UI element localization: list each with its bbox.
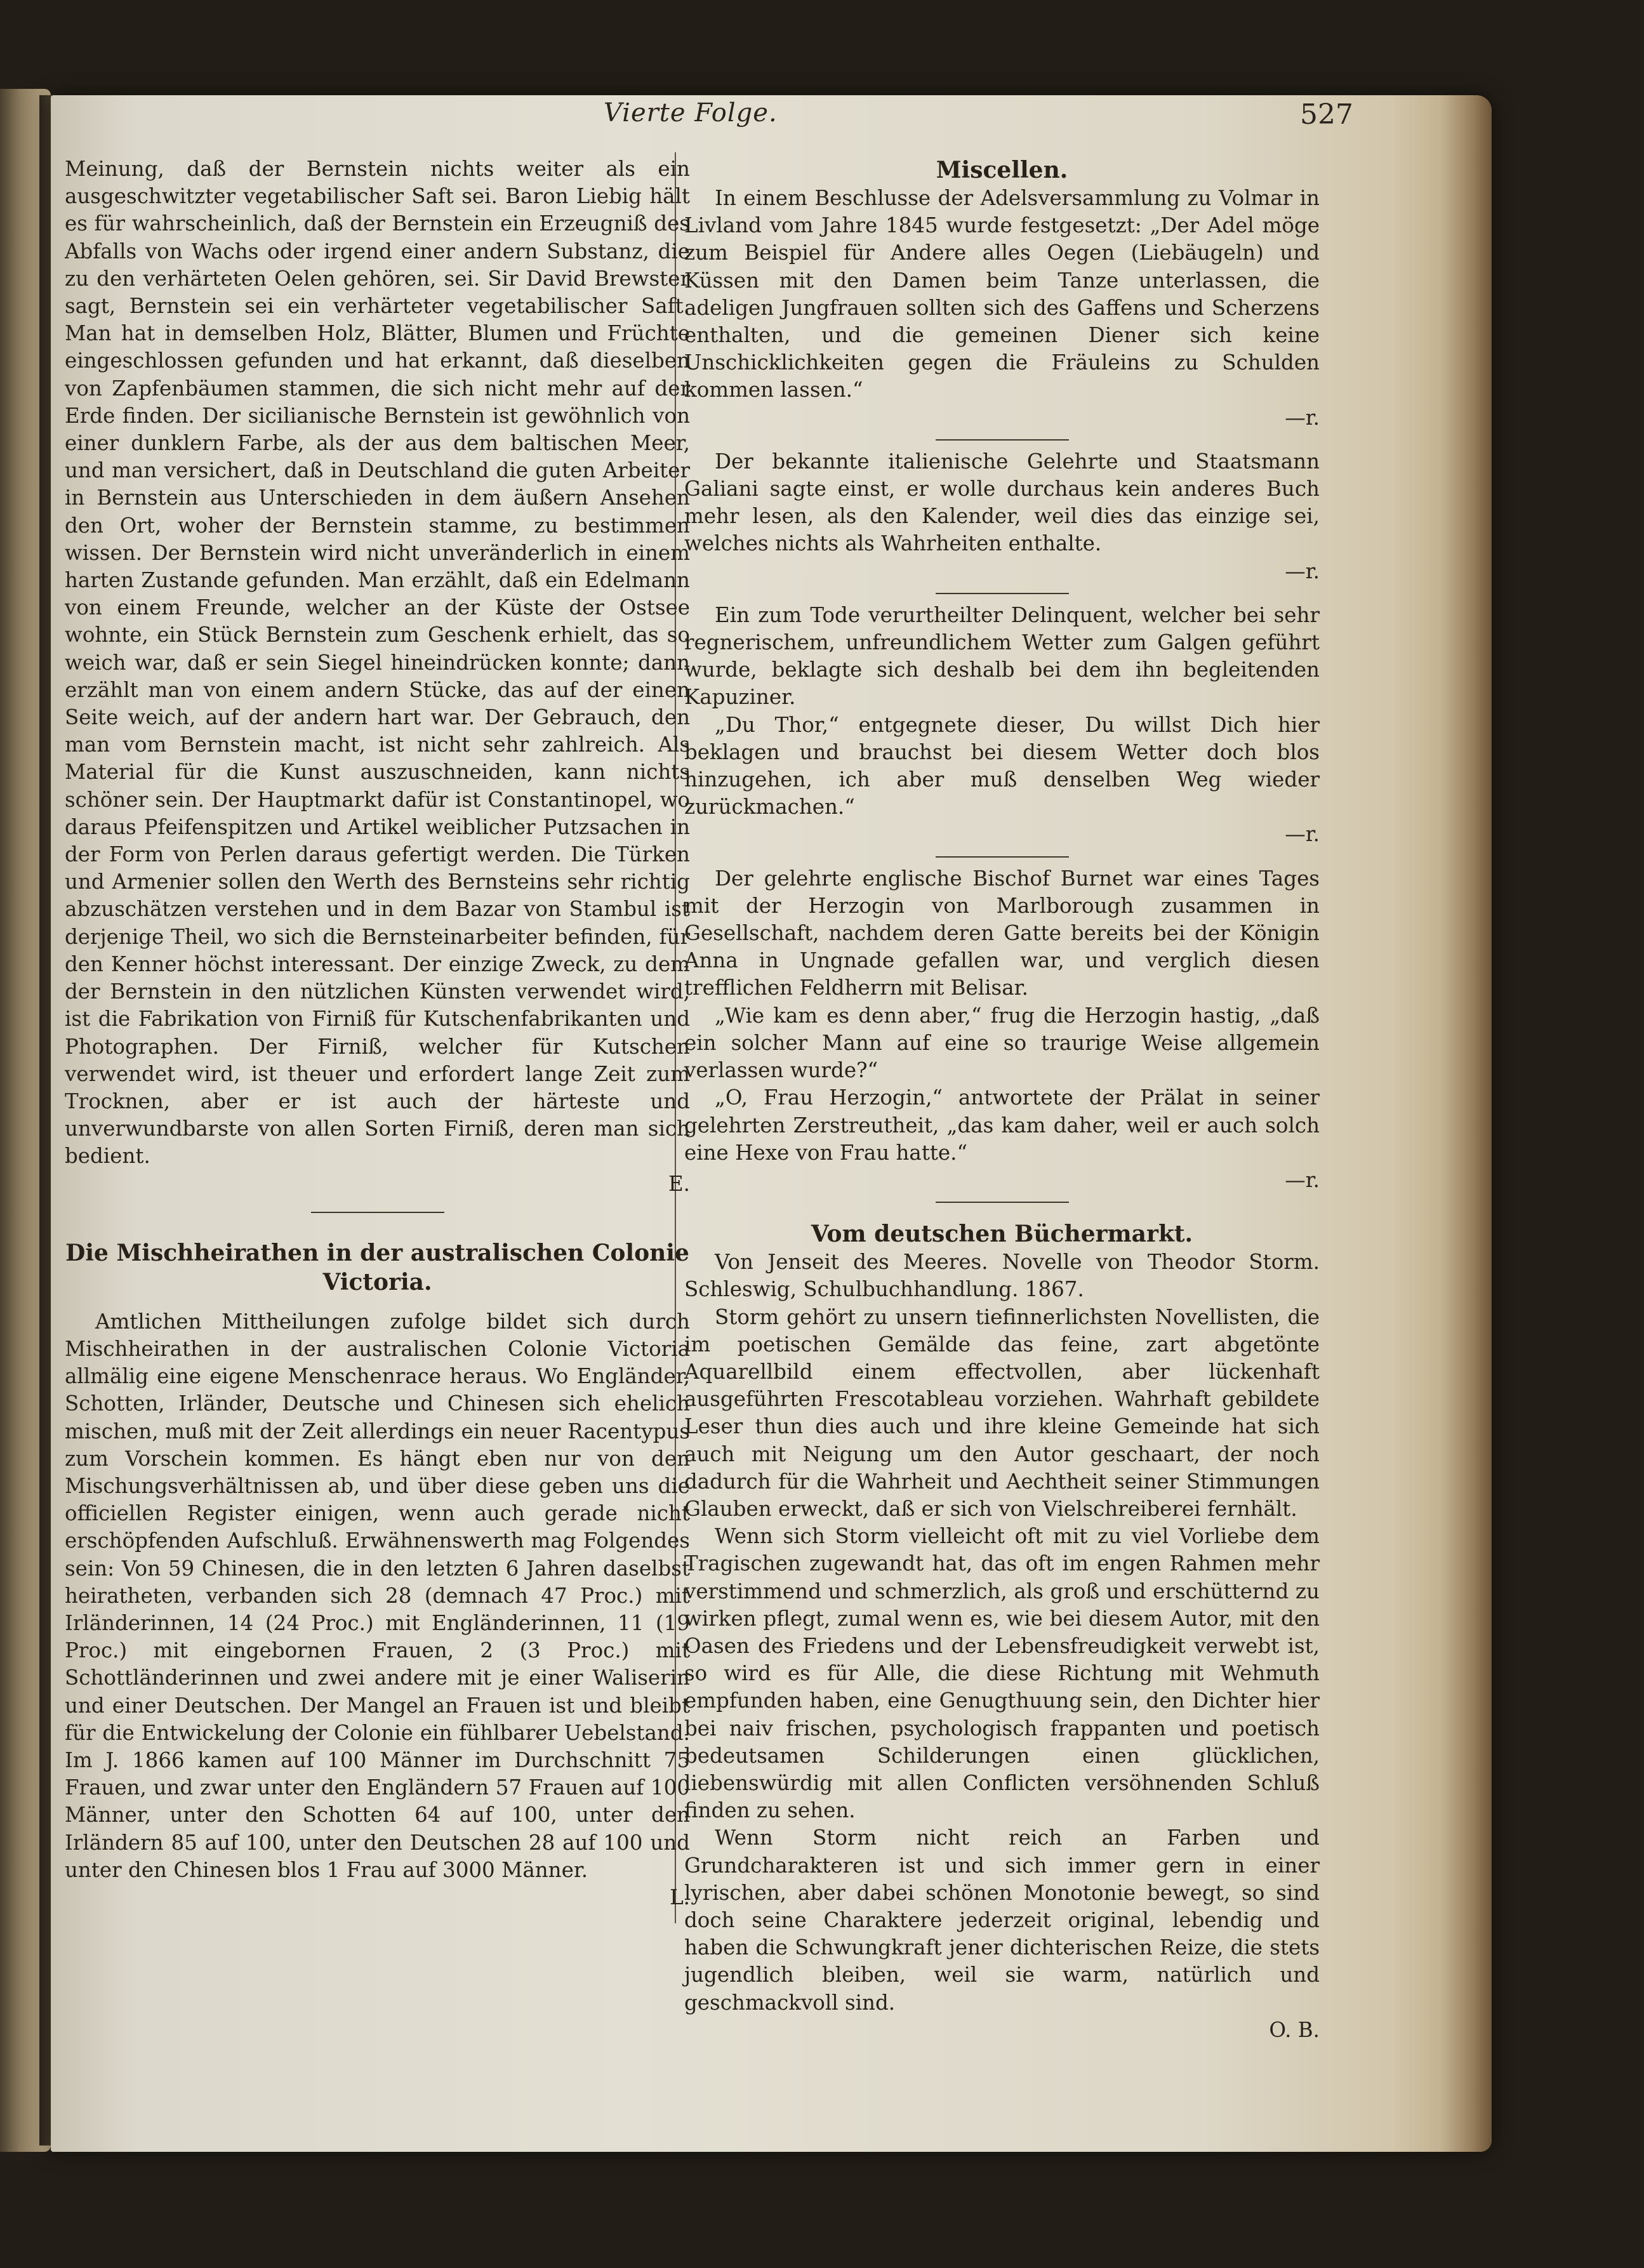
miscellen-item-2-signature: —r. <box>1285 559 1320 583</box>
miscellen-item-4-text: Der gelehrte englische Bischof Burnet war eines Tages mit der Herzogin von Marlborough zusammen in Gesellschaft, nachdem deren Gatte bereits bei der Königin Anna in Ungnade gefallen war, und verglich diesen trefflichen Feldherrn mit Belisar. <box>684 866 1320 1000</box>
miscellen-item-4-answer: „O, Frau Herzogin,“ antwortete der Prälat in seiner gelehrten Zerstreutheit, „das kam daher, weil er auch solch eine Hexe von Frau hatte.“ <box>684 1085 1320 1165</box>
section-rule <box>936 856 1069 858</box>
miscellen-item-1-signature: —r. <box>1285 405 1320 430</box>
right-column <box>684 156 1320 2044</box>
amber-article-signature: E. <box>668 1171 690 1196</box>
miscellen-item-4-signature: —r. <box>1285 1167 1320 1192</box>
miscellen-item-3-text: Ein zum Tode verurtheilter Delinquent, welcher bei sehr regnerischem, unfreundlichem Wetter zum Galgen geführt wurde, beklagte sich deshalb bei dem ihn begleitenden Kapuziner. <box>684 602 1320 710</box>
amber-article-text: Meinung, daß der Bernstein nichts weiter als ein ausgeschwitzter vegetabilischer Saft sei. Baron Liebig hält es für wahrscheinlich, daß der Bernstein ein Erzeugniß des Abfalls von Wachs oder irgend einer andern Substanz, die zu den verhärteten Oelen gehören, sei. Sir David Brewster sagt, Bernstein sei ein verhärteter vegetabilischer Saft. Man hat in demselben Holz, Blätter, Blumen und Früchte eingeschlossen gefunden und hat erkannt, daß dieselben von Zapfenbäumen stammen, die sich nicht mehr auf der Erde finden. Der sicilianische Bernstein ist gewöhnlich von einer dunklern Farbe, als der aus dem baltischen Meer, und man versichert, daß in Deutschland die guten Arbeiter in Bernstein aus Unterschieden in dem äußern Ansehen den Ort, woher der Bernstein stamme, zu bestimmen wissen. Der Bernstein wird nicht unveränderlich in einem harten Zustande gefunden. Man erzählt, daß ein Edelmann von einem Freunde, welcher an der Küste der Ostsee wohnte, ein Stück Bernstein zum Geschenk erhielt, das so weich war, daß er sein Siegel hineindrücken konnte; dann erzählt man von einem andern Stücke, das auf der einen Seite weich, auf der andern hart war. Der Gebrauch, den man vom Bernstein macht, ist nicht sehr zahlreich. Als Material für die Kunst auszuschneiden, kann nichts schöner sein. Der Hauptmarkt dafür ist Constantinopel, wo daraus Pfeifenspitzen und Artikel weiblicher Putzsachen in der Form von Perlen daraus gefertigt werden. Die Türken und Armenier sollen den Werth des Bernsteins sehr richtig abzuschätzen verstehen und in dem Bazar von Stambul ist derjenige Theil, wo sich die Bernsteinarbeiter befinden, für den Kenner höchst interessant. Der einzige Zweck, zu dem der Bernstein in den nützlichen Künsten verwendet wird, ist die Fabrikation von Firniß für Kutschenfabrikanten und Photographen. Der Firniß, welcher für Kutschen verwendet wird, ist theuer und erfordert lange Zeit zum Trocknen, aber er ist auch der härteste und unverwundbarste von allen Sorten Firniß, deren man sich bedient. <box>65 157 690 1169</box>
page-edge-shading <box>1441 95 1492 2152</box>
book-review-paragraph-3: Wenn Storm nicht reich an Farben und Grundcharakteren ist und sich immer gern in einer lyrischen, aber dabei schönen Monotonie bewegt, so sind doch seine Charaktere jederzeit original, lebendig und haben die Schwungkraft jener dichterischen Reize, die stets jugendlich bleiben, weil sie warm, natürlich und geschmackvoll sind. <box>684 1826 1320 2015</box>
section-rule <box>936 1202 1069 1203</box>
section-rule <box>936 593 1069 594</box>
mixed-marriages-title: Die Mischheirathen in der australischen Colonie Victoria. <box>65 1239 689 1296</box>
left-column <box>65 156 690 1911</box>
section-rule <box>311 1212 444 1213</box>
mixed-marriages-signature: L. <box>670 1885 690 1909</box>
miscellen-item-1-text: In einem Beschlusse der Adelsversammlung zu Volmar in Livland vom Jahre 1845 wurde festgesetzt: „Der Adel möge zum Beispiel für Andere alles Oegen (Liebäugeln) und Küssen mit den Damen beim Tanze unterlassen, die adeligen Jungfrauen sollten sich des Gaffens und Scherzens enthalten, und die gemeinen Diener sich keine Unschicklichkeiten gegen die Fräuleins zu Schulden kommen lassen.“ <box>684 186 1320 402</box>
section-rule <box>936 439 1069 441</box>
book-review-citation: Von Jenseit des Meeres. Novelle von Theodor Storm. Schleswig, Schulbuchhandlung. 1867. <box>684 1250 1320 1302</box>
mixed-marriages-text: Amtlichen Mittheilungen zufolge bildet sich durch Mischheirathen in der australischen Colonie Victoria allmälig eine eigene Menschenrace heraus. Wo Engländer, Schotten, Irländer, Deutsche und Chinesen sich ehelich mischen, muß mit der Zeit allerdings ein neuer Racentypus zum Vorschein kommen. Es hängt eben nur von den Mischungsverhältnissen ab, und über diese geben uns die officiellen Register einigen, wenn auch gerade nicht erschöpfenden Aufschluß. Erwähnenswerth mag Folgendes sein: Von 59 Chinesen, die in den letzten 6 Jahren daselbst heiratheten, verbanden sich 28 (demnach 47 Proc.) mit Irländerinnen, 14 (24 Proc.) mit Engländerinnen, 11 (19 Proc.) mit eingebornen Frauen, 2 (3 Proc.) mit Schottländerinnen und zwei andere mit je einer Waliserin und einer Deutschen. Der Mangel an Frauen ist und bleibt für die Entwickelung der Colonie ein fühlbarer Uebelstand. Im J. 1866 kamen auf 100 Männer im Durchschnitt 75 Frauen, und zwar unter den Engländern 57 Frauen auf 100 Männer, unter den Schotten 64 auf 100, unter den Irländern 85 auf 100, unter den Deutschen 28 auf 100 und unter den Chinesen blos 1 Frau auf 3000 Männer. <box>65 1309 690 1882</box>
page-number: 527 <box>1300 98 1353 131</box>
miscellen-item-3-signature: —r. <box>1285 822 1320 847</box>
miscellen-item-2-text: Der bekannte italienische Gelehrte und Staatsmann Galiani sagte einst, er wolle durchaus kein anderes Buch mehr lesen, als den Kalender, weil dies das einzige sei, welches nichts als Wahrheiten enthalte. <box>684 449 1320 556</box>
book-review-paragraph-2: Wenn sich Storm vielleicht oft mit zu viel Vorliebe dem Tragischen zugewandt hat, das oft im engen Rahmen mehr verstimmend und schmerzlich, als groß und erschütternd zu wirken pflegt, zumal wenn es, wie bei diesem Autor, mit den Oasen des Friedens und der Lebensfreudigkeit verwebt ist, so wird es für Alle, die diese Richtung mit Wehmuth empfunden haben, eine Genugthuung sein, den Dichter hier bei naiv frischen, psychologisch frappanten und poetisch bedeutsamen Schilderungen einen glücklichen, liebenswürdig mit allen Conflicten versöhnenden Schluß finden zu sehen. <box>684 1524 1320 1823</box>
book-review-title: Vom deutschen Büchermarkt. <box>811 1221 1193 1248</box>
miscellen-title: Miscellen. <box>936 157 1068 183</box>
miscellen-item-4-question: „Wie kam es denn aber,“ frug die Herzogin hastig, „daß ein solcher Mann auf eine so traurige Weise allgemein verlassen wurde?“ <box>684 1003 1320 1083</box>
running-title: Vierte Folge. <box>604 98 778 128</box>
book-review-signature: O. B. <box>1269 2017 1320 2042</box>
miscellen-item-3-quote: „Du Thor,“ entgegnete dieser, Du willst Dich hier beklagen und brauchst bei diesem Wetter doch blos hinzugehen, ich aber muß denselben Weg wieder zurückmachen.“ <box>684 712 1320 819</box>
book-review-paragraph-1: Storm gehört zu unsern tiefinnerlichsten Novellisten, die im poetischen Gemälde das feine, zart abgetönte Aquarellbild einem effectvollen, aber lückenhaft ausgeführten Frescotableau vorziehen. Wahrhaft gebildete Leser thun dies auch und ihre kleine Gemeinde hat sich auch mit Neigung um den Autor geschaart, der noch dadurch für die Wahrheit und Aechtheit seiner Stimmungen Glauben erweckt, daß er sich von Vielschreiberei fernhält. <box>684 1304 1320 1521</box>
